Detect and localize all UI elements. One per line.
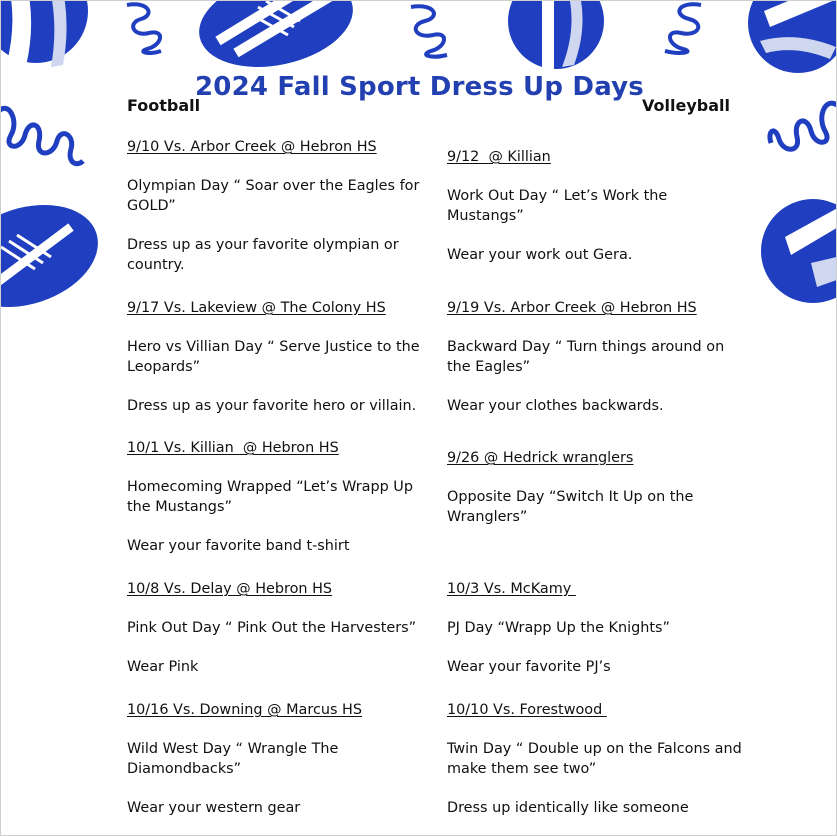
game-heading: 9/17 Vs. Lakeview @ The Colony HS (127, 300, 386, 316)
volleyball-entry (447, 448, 747, 525)
game-heading: 9/26 @ Hedrick wranglers (447, 450, 634, 466)
description-text: Wear your work out Gera. (447, 247, 633, 263)
description-text: Wear your western gear (127, 800, 301, 816)
volleyball-icon-top-left (0, 0, 91, 71)
game-heading: 10/10 Vs. Forestwood (447, 702, 607, 718)
theme-text: Homecoming Wrapped “Let’s Wrapp Up the Mustangs” (127, 479, 413, 515)
ribbon-icon-left (0, 101, 85, 173)
game-heading: 10/3 Vs. McKamy (447, 581, 576, 597)
ribbon-icon-top-right (651, 1, 715, 57)
volleyball-icon-top-right (746, 0, 837, 75)
ribbon-icon-top-middle (401, 1, 459, 63)
theme-text: Wild West Day “ Wrangle The Diamondbacks” (127, 741, 339, 777)
description-text: Wear Pink (127, 659, 199, 675)
theme-text: Hero vs Villian Day “ Serve Justice to the Leopards” (127, 339, 420, 375)
description-text: Dress up identically like someone (447, 800, 689, 816)
ribbon-icon-right (767, 97, 837, 167)
game-heading: 9/19 Vs. Arbor Creek @ Hebron HS (447, 300, 697, 316)
description-text: Dress up as your favorite hero or villain. (127, 398, 417, 414)
volleyball-entry (447, 147, 747, 263)
volleyball-icon-top-middle (506, 0, 606, 73)
theme-text: Opposite Day “Switch It Up on the Wranglers” (447, 489, 694, 525)
description-text: Wear your clothes backwards. (447, 398, 664, 414)
page-title: 2024 Fall Sport Dress Up Days (195, 72, 644, 102)
volleyball-entry (447, 700, 747, 816)
football-entry (127, 298, 427, 414)
football-icon-left (0, 201, 101, 311)
game-heading: 9/10 Vs. Arbor Creek @ Hebron HS (127, 139, 377, 155)
volleyball-icon-right (759, 197, 837, 305)
volleyball-column-heading: Volleyball (642, 96, 730, 115)
ribbon-icon-top (119, 1, 179, 56)
football-entry (127, 137, 427, 273)
game-heading: 10/1 Vs. Killian @ Hebron HS (127, 440, 339, 456)
game-heading: 10/16 Vs. Downing @ Marcus HS (127, 702, 362, 718)
game-heading: 9/12 @ Killian (447, 149, 551, 165)
theme-text: Olympian Day “ Soar over the Eagles for GOLD” (127, 178, 420, 214)
theme-text: Backward Day “ Turn things around on the Eagles” (447, 339, 725, 375)
football-entry (127, 700, 427, 816)
football-icon-top (196, 0, 356, 71)
football-entry (127, 438, 427, 554)
theme-text: Twin Day “ Double up on the Falcons and make them see two” (447, 741, 742, 777)
description-text: Wear your favorite band t-shirt (127, 538, 350, 554)
description-text: Dress up as your favorite olympian or country. (127, 237, 399, 273)
description-text: Wear your favorite PJ’s (447, 659, 611, 675)
theme-text: PJ Day “Wrapp Up the Knights” (447, 620, 670, 636)
volleyball-entry (447, 298, 747, 414)
game-heading: 10/8 Vs. Delay @ Hebron HS (127, 581, 333, 597)
theme-text: Pink Out Day “ Pink Out the Harvesters” (127, 620, 417, 636)
volleyball-entry (447, 579, 747, 675)
football-column-heading: Football (127, 96, 201, 115)
theme-text: Work Out Day “ Let’s Work the Mustangs” (447, 188, 668, 224)
football-entry (127, 579, 427, 675)
